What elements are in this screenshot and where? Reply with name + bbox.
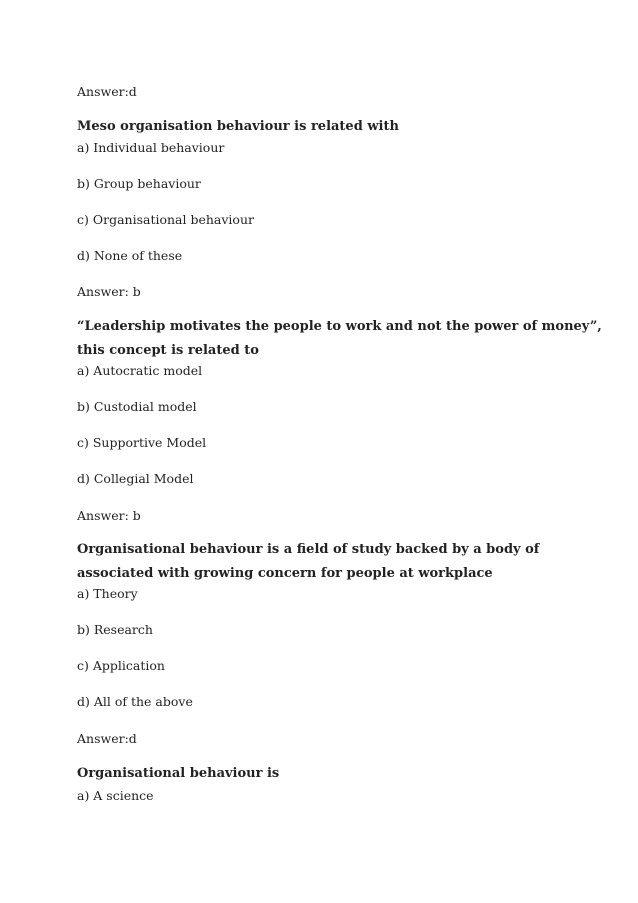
question-text: associated with growing concern for people at workplace [77,566,493,581]
option-text: a) Individual behaviour [77,140,225,155]
question-text: Meso organisation behaviour is related with [77,119,399,134]
option-text: a) Theory [77,586,138,601]
option-text: c) Application [77,658,165,673]
option-text: d) None of these [77,248,183,263]
answer-text: Answer: b [77,508,141,523]
answer-text: Answer:d [77,84,137,99]
option-text: b) Research [77,622,153,637]
option-text: c) Organisational behaviour [77,212,254,227]
option-text: a) A science [77,788,154,803]
option-text: a) Autocratic model [77,363,203,378]
question-text: Organisational behaviour is a field of study backed by a body of [77,542,540,557]
option-text: d) All of the above [77,694,193,709]
option-text: d) Collegial Model [77,471,194,486]
option-text: c) Supportive Model [77,435,207,450]
option-text: b) Custodial model [77,399,197,414]
question-text: this concept is related to [77,343,259,358]
option-text: b) Group behaviour [77,176,201,191]
answer-text: Answer: b [77,284,141,299]
question-text: Organisational behaviour is [77,766,280,781]
answer-text: Answer:d [77,731,137,746]
question-text: “Leadership motivates the people to work and not the power of money”, [77,319,602,334]
